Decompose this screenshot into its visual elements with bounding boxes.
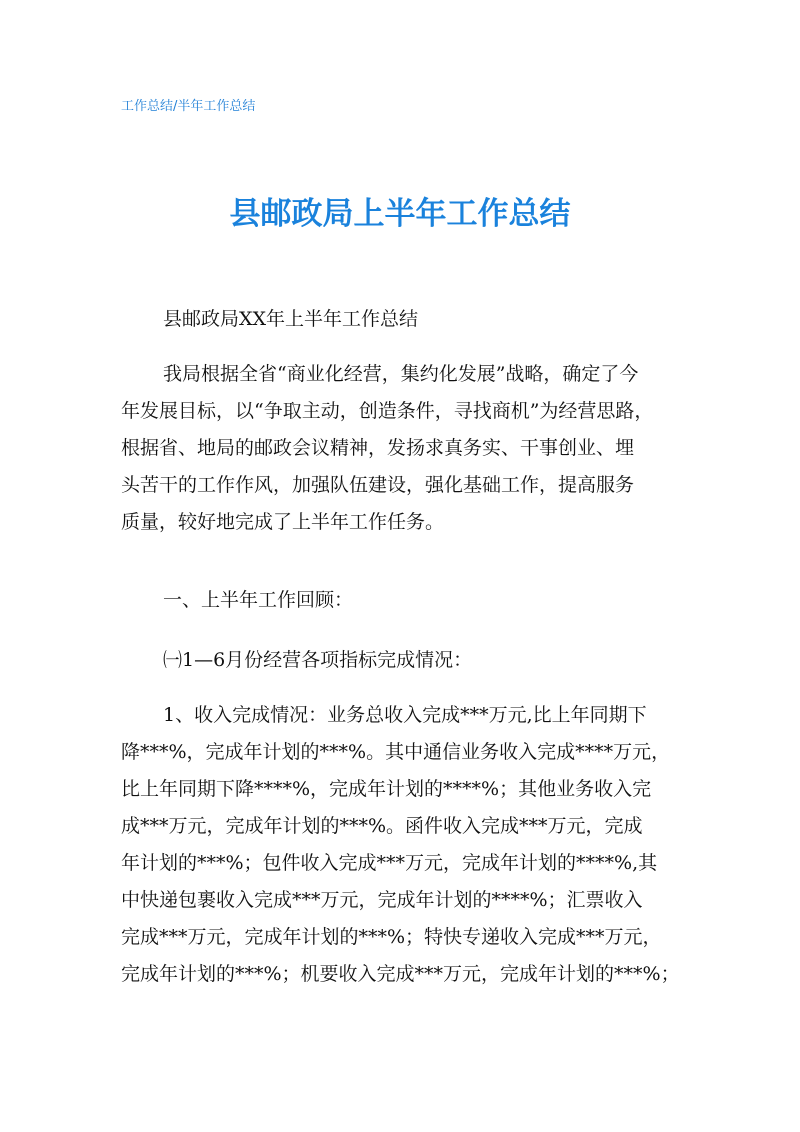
paragraph-intro bbox=[121, 356, 681, 541]
paragraph-line: 质量，较好地完成了上半年工作任务。 bbox=[121, 511, 445, 533]
paragraph-line: 完成年计划的***%；机要收入完成***万元，完成年计划的***%； bbox=[121, 963, 680, 985]
paragraph-income bbox=[121, 697, 681, 993]
paragraph-line: 降***%，完成年计划的***%。其中通信业务收入完成****万元， bbox=[121, 741, 671, 763]
document-subtitle bbox=[121, 301, 681, 338]
heading-line: ㈠1—6月份经营各项指标完成情况： bbox=[163, 649, 473, 671]
paragraph-line: 成***万元，完成年计划的***%。函件收入完成***万元，完成 bbox=[121, 815, 643, 837]
paragraph-line: 比上年同期下降****%，完成年计划的****%；其他业务收入完 bbox=[121, 778, 652, 800]
page-title: 县邮政局上半年工作总结 bbox=[229, 196, 571, 232]
paragraph-line: 头苦干的工作作风，加强队伍建设，强化基础工作，提高服务 bbox=[121, 474, 635, 496]
paragraph-line: 我局根据全省“商业化经营，集约化发展”战略，确定了今 bbox=[163, 363, 639, 385]
subsection-heading bbox=[121, 642, 681, 679]
paragraph-line: 完成***万元，完成年计划的***%；特快专递收入完成***万元， bbox=[121, 926, 662, 948]
subtitle-line: 县邮政局XX年上半年工作总结 bbox=[163, 308, 419, 330]
paragraph-line: 年发展目标，以“争取主动，创造条件，寻找商机”为经营思路， bbox=[121, 400, 654, 422]
paragraph-line: 年计划的***%；包件收入完成***万元，完成年计划的****%,其 bbox=[121, 852, 658, 874]
paragraph-line: 根据省、地局的邮政会议精神，发扬求真务实、干事创业、埋 bbox=[121, 437, 635, 459]
heading-line: 一、上半年工作回顾： bbox=[163, 589, 354, 611]
paragraph-line: 中快递包裹收入完成***万元，完成年计划的****%；汇票收入 bbox=[121, 889, 643, 911]
breadcrumb[interactable]: 工作总结/半年工作总结 bbox=[121, 99, 256, 114]
section-heading bbox=[121, 582, 681, 619]
paragraph-line: 1、收入完成情况：业务总收入完成***万元,比上年同期下 bbox=[163, 704, 647, 726]
